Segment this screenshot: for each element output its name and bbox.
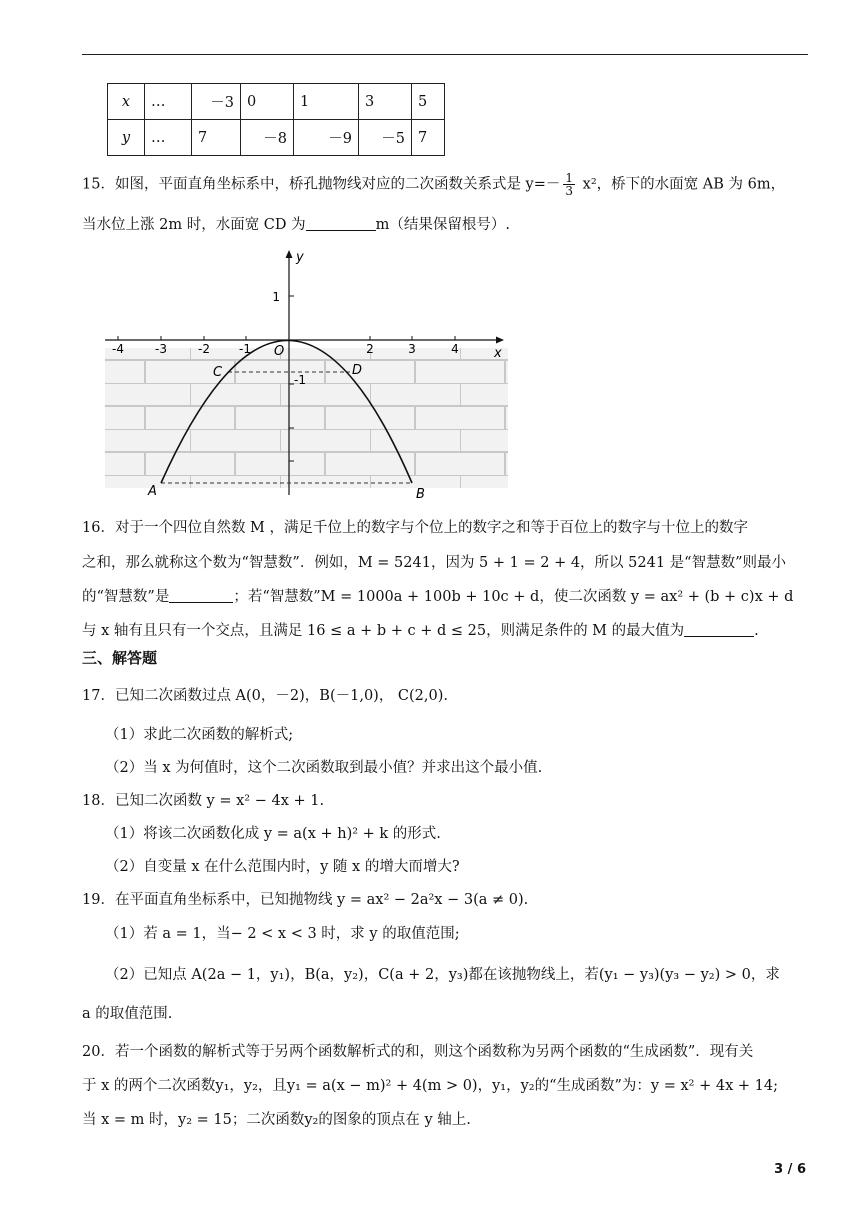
q17-part2: （2）当 x 为何值时，这个二次函数取到最小值？并求出这个最小值. — [105, 760, 543, 776]
value-table — [107, 83, 445, 156]
q19-stem: 19．在平面直角坐标系中，已知抛物线 y = ax² − 2a²x − 3(a ≠ 0). — [82, 892, 529, 908]
q15-line1 — [82, 172, 785, 197]
table-cell: －5 — [359, 120, 412, 156]
table-cell: －9 — [294, 120, 359, 156]
q17-stem: 17．已知二次函数过点 A(0，－2)，B(－1,0)， C(2,0). — [82, 688, 449, 704]
q16-line2: 之和，那么就称这个数为“智慧数”．例如，M = 5241，因为 5 + 1 = 2 + 4，所以 5241 是“智慧数”则最小 — [82, 555, 786, 571]
page-number: 3 / 6 — [774, 1162, 806, 1177]
point-label-c: C — [213, 365, 223, 380]
y-tick-label: 1 — [272, 290, 280, 304]
q16-text: 与 x 轴有且只有一个交点，且满足 16 ≤ a + b + c + d ≤ 25，则满足条件的 M 的最大值为 — [82, 623, 685, 639]
y-axis-arrow-icon — [286, 250, 293, 258]
y-axis-label: y — [296, 250, 304, 265]
x-axis-label: x — [494, 346, 502, 361]
bridge-parabola-figure — [100, 245, 512, 503]
table-cell: 0 — [241, 84, 294, 120]
q15-text: x²，桥下的水面宽 AB 为 6m， — [578, 176, 786, 193]
table-row — [108, 120, 445, 156]
q16-line1: 16．对于一个四位自然数 M ，满足千位上的数字与个位上的数字之和等于百位上的数字与十位上的数字 — [82, 520, 749, 536]
q20-line1: 20．若一个函数的解析式等于另两个函数解析式的和，则这个函数称为另两个函数的“生成函数”．现有关 — [82, 1044, 754, 1060]
q16-text: ；若“智慧数”M = 1000a + 100b + 10c + d，使二次函数 y = ax² + (b + c)x + d — [233, 589, 794, 605]
q19-part2-cont: a 的取值范围. — [82, 1006, 173, 1022]
table-cell: 7 — [412, 120, 445, 156]
q15-text: 当水位上涨 2m 时，水面宽 CD 为 — [82, 217, 306, 233]
x-tick-label: -4 — [112, 342, 124, 356]
fraction-denominator: 3 — [565, 184, 574, 198]
q15-line2 — [82, 213, 510, 234]
x-tick-label: -2 — [198, 342, 210, 356]
q19-part1: （1）若 a = 1，当− 2 < x < 3 时，求 y 的取值范围; — [105, 926, 460, 942]
brick-wall — [105, 348, 508, 488]
header-rule — [82, 54, 808, 55]
fraction — [563, 172, 575, 197]
q16-text: . — [754, 623, 759, 639]
x-tick-label: -3 — [155, 342, 167, 356]
table-cell: 3 — [359, 84, 412, 120]
table-cell: 1 — [294, 84, 359, 120]
q17-part1: （1）求此二次函数的解析式; — [105, 727, 294, 743]
q18-part1: （1）将该二次函数化成 y = a(x + h)² + k 的形式. — [105, 826, 441, 842]
point-label-d: D — [352, 363, 363, 378]
q16-line3 — [82, 585, 793, 606]
table-cell: 7 — [192, 120, 241, 156]
table-row — [108, 84, 445, 120]
x-axis-arrow-icon — [496, 337, 504, 344]
q19-part2: （2）已知点 A(2a − 1，y₁)，B(a，y₂)，C(a + 2，y₃)都在该抛物线上，若(y₁ − y₃)(y₃ − y₂) > 0，求 — [105, 967, 780, 983]
point-label-a: A — [148, 484, 157, 499]
q18-part2: （2）自变量 x 在什么范围内时，y 随 x 的增大而增大? — [105, 859, 460, 875]
answer-blank — [684, 622, 754, 638]
q15-text: 15．如图，平面直角坐标系中，桥孔抛物线对应的二次函数关系式是 y=－ — [82, 176, 561, 193]
q15-text: m（结果保留根号）. — [375, 217, 510, 233]
table-label: x — [108, 84, 145, 120]
section-heading: 三、解答题 — [82, 649, 158, 667]
answer-blank — [306, 216, 376, 232]
table-cell: 5 — [412, 84, 445, 120]
x-tick-label: 3 — [408, 342, 416, 356]
table-cell: … — [145, 120, 192, 156]
table-cell: … — [145, 84, 192, 120]
q18-stem: 18．已知二次函数 y = x² − 4x + 1. — [82, 793, 325, 809]
table-cell: －3 — [192, 84, 241, 120]
answer-blank — [169, 588, 233, 604]
x-tick-label: 4 — [451, 342, 459, 356]
point-label-b: B — [416, 487, 425, 502]
q20-line2: 于 x 的两个二次函数y₁，y₂，且y₁ = a(x − m)² + 4(m > 0)，y₁，y₂的“生成函数”为：y = x² + 4x + 14; — [82, 1078, 778, 1094]
q20-line3: 当 x = m 时，y₂ = 15；二次函数y₂的图象的顶点在 y 轴上. — [82, 1112, 471, 1128]
fraction-numerator: 1 — [565, 171, 574, 185]
q16-line4 — [82, 619, 759, 640]
y-tick-label: -1 — [294, 373, 306, 387]
x-tick-label: 2 — [366, 342, 374, 356]
q16-text: 的“智慧数”是 — [82, 589, 170, 605]
table-label: y — [108, 120, 145, 156]
origin-label: O — [274, 344, 285, 359]
table-cell: －8 — [241, 120, 294, 156]
x-tick-label: -1 — [239, 342, 251, 356]
